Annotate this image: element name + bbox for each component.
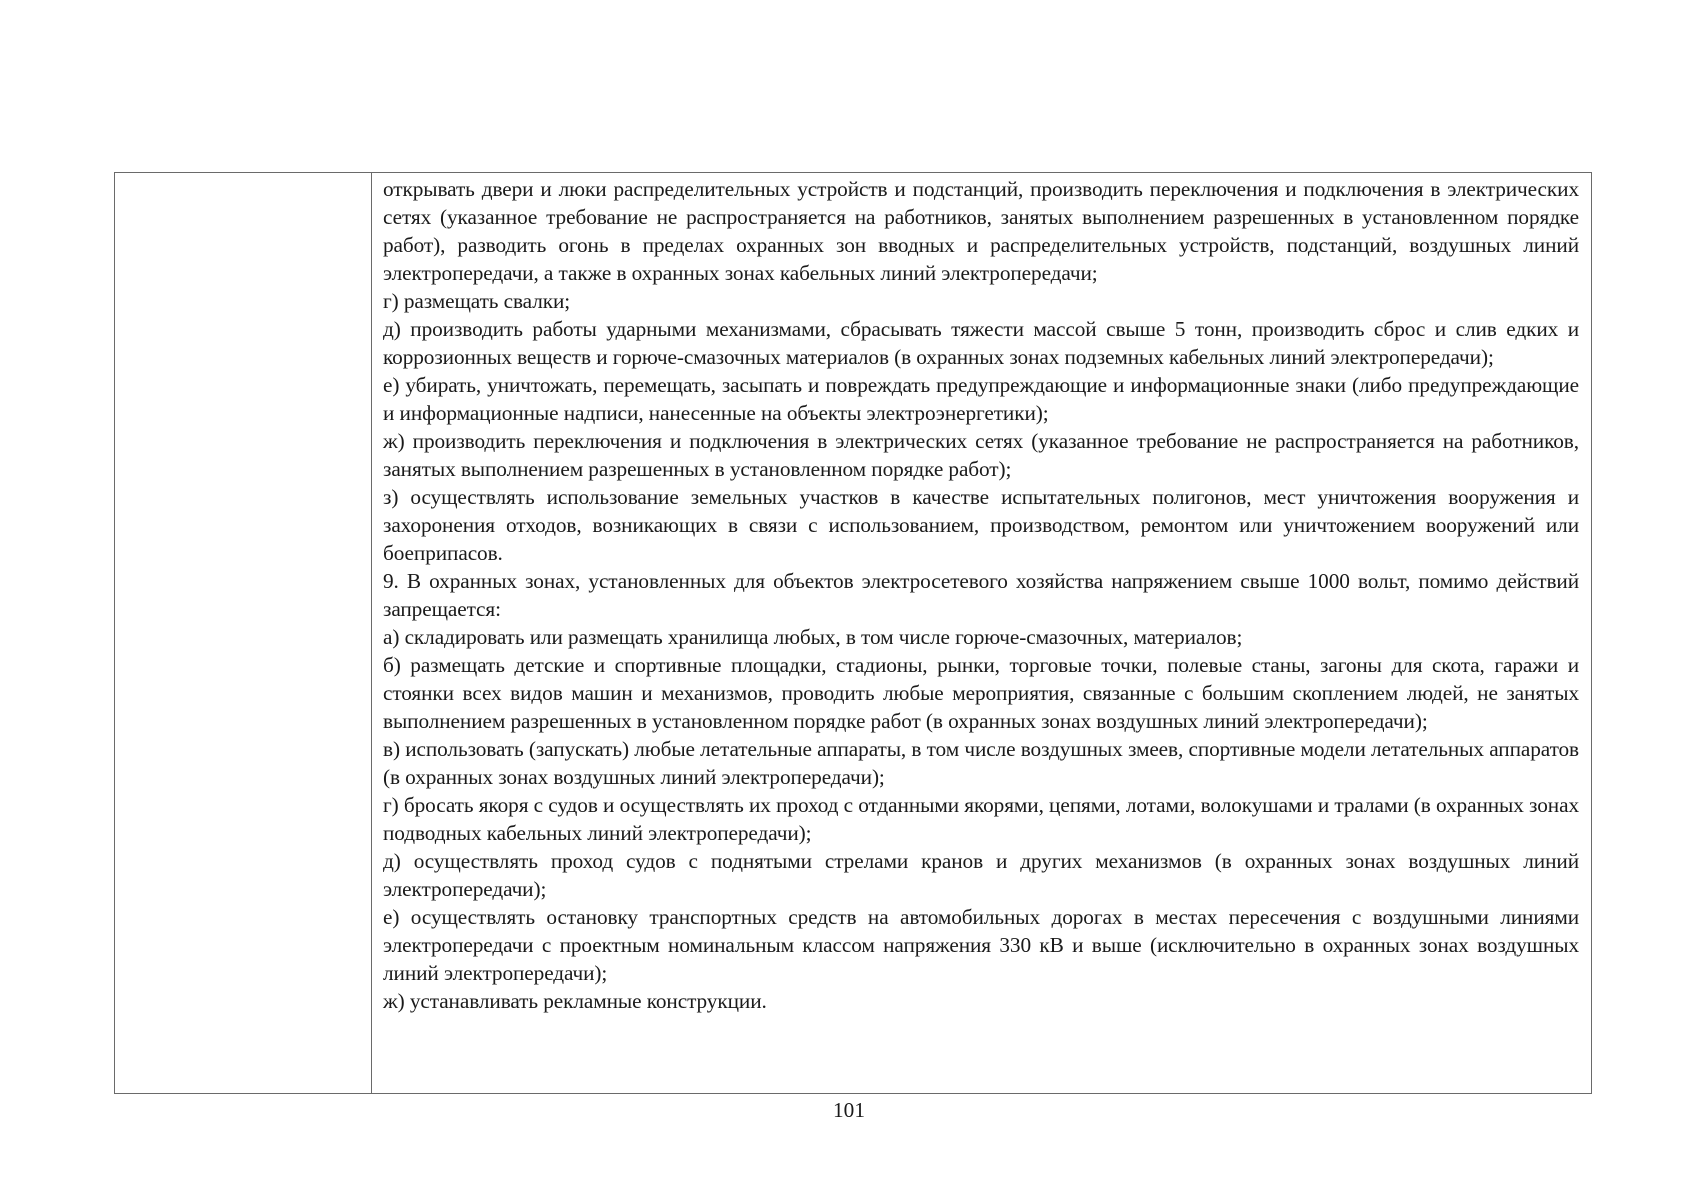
paragraph-item-d: д) производить работы ударными механизмами, сбрасывать тяжести массой свыше 5 тонн, производить сброс и слив едких и коррозионных веществ и горюче-смазочных материалов (в охранных зонах подземных кабельных линий электропередачи); xyxy=(383,317,1579,369)
table-right-cell xyxy=(372,173,1591,1093)
paragraph-item-a: а) складировать или размещать хранилища любых, в том числе горюче-смазочных, материалов; xyxy=(383,625,1243,649)
paragraph-item-e2: е) осуществлять остановку транспортных средств на автомобильных дорогах в местах пересечения с воздушными линиями электропередачи с проектным номинальным классом напряжения 330 кВ и выше (исключительно в охранных зонах воздушных линий электропередачи); xyxy=(383,905,1579,985)
paragraph-section-9: 9. В охранных зонах, установленных для объектов электросетевого хозяйства напряжением свыше 1000 вольт, помимо действий запрещается: xyxy=(383,569,1579,621)
document-table xyxy=(114,172,1592,1094)
paragraph-item-g: г) размещать свалки; xyxy=(383,289,571,313)
paragraph-item-d2: д) осуществлять проход судов с поднятыми стрелами кранов и других механизмов (в охранных зонах воздушных линий электропередачи); xyxy=(383,849,1579,901)
paragraph-item-zh2: ж) устанавливать рекламные конструкции. xyxy=(383,989,767,1013)
paragraph-item-e: е) убирать, уничтожать, перемещать, засыпать и повреждать предупреждающие и информационные знаки (либо предупреждающие и информационные надписи, нанесенные на объекты электроэнергетики); xyxy=(383,373,1579,425)
table-left-cell xyxy=(115,173,372,1093)
paragraph-item-b: б) размещать детские и спортивные площадки, стадионы, рынки, торговые точки, полевые станы, загоны для скота, гаражи и стоянки всех видов машин и механизмов, проводить любые мероприятия, связанные с большим скоплением людей, не занятых выполнением разрешенных в установленном порядке работ (в охранных зонах воздушных линий электропередачи); xyxy=(383,653,1579,733)
paragraph-item-g2: г) бросать якоря с судов и осуществлять их проход с отданными якорями, цепями, лотами, волокушами и тралами (в охранных зонах подводных кабельных линий электропередачи); xyxy=(383,793,1579,845)
paragraph-item-z: з) осуществлять использование земельных участков в качестве испытательных полигонов, мест уничтожения вооружения и захоронения отходов, возникающих в связи с использованием, производством, ремонтом или уничтожением вооружений или боеприпасов. xyxy=(383,485,1579,565)
page-number: 101 xyxy=(833,1098,865,1122)
paragraph-intro: открывать двери и люки распределительных устройств и подстанций, производить переключения и подключения в электрических сетях (указанное требование не распространяется на работников, занятых выполнением разрешенных в установленном порядке работ), разводить огонь в пределах охранных зон вводных и распределительных устройств, подстанций, воздушных линий электропередачи, а также в охранных зонах кабельных линий электропередачи; xyxy=(383,177,1579,285)
paragraph-item-v: в) использовать (запускать) любые летательные аппараты, в том числе воздушных змеев, спортивные модели летательных аппаратов (в охранных зонах воздушных линий электропередачи); xyxy=(383,737,1579,789)
paragraph-item-zh: ж) производить переключения и подключения в электрических сетях (указанное требование не распространяется на работников, занятых выполнением разрешенных в установленном порядке работ); xyxy=(383,429,1579,481)
